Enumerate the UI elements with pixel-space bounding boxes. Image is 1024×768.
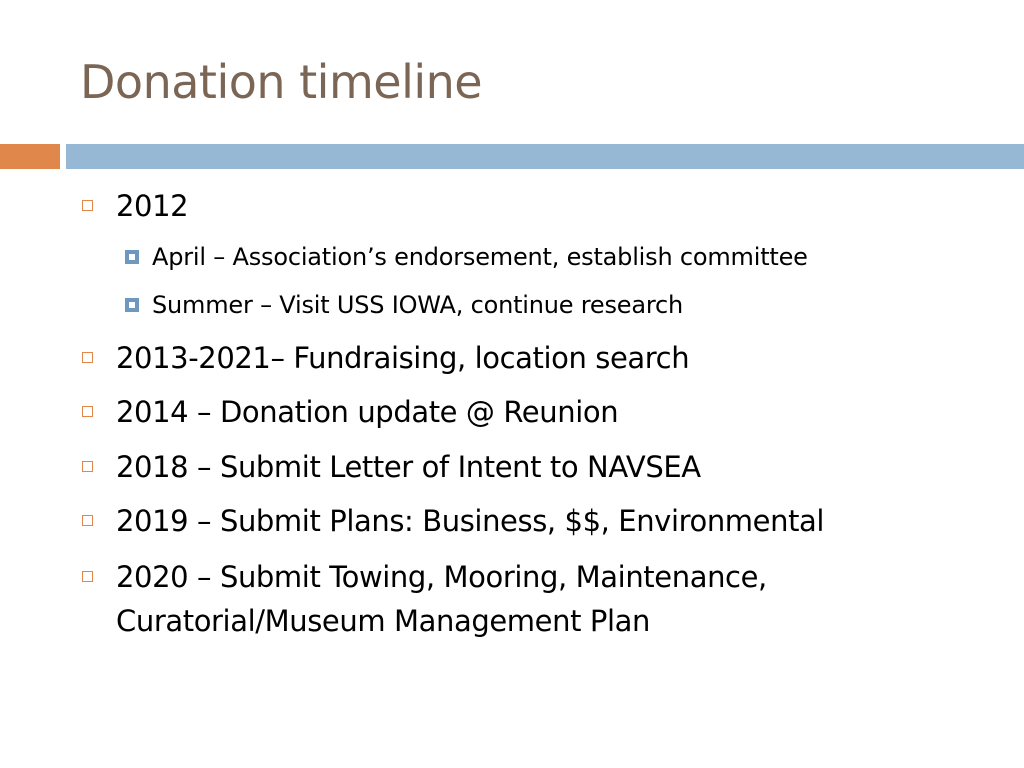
framed-square-bullet-icon: [125, 250, 139, 264]
list-item-2013-2021: [116, 336, 689, 380]
sub-item-april: [152, 240, 808, 274]
list-item-text: 2012: [116, 189, 189, 223]
hollow-square-bullet-icon: [82, 571, 93, 582]
list-item-2020-continued: [116, 599, 650, 643]
list-item-2020: [116, 555, 767, 599]
sub-item-summer: [152, 288, 683, 322]
hollow-square-bullet-icon: [82, 352, 93, 363]
hollow-square-bullet-icon: [82, 200, 93, 211]
framed-square-bullet-icon: [125, 298, 139, 312]
list-item-2012: [116, 184, 188, 228]
list-item-text: 2020 – Submit Towing, Mooring, Maintenance,: [116, 560, 767, 594]
slide-title: Donation timeline: [80, 55, 483, 109]
sub-item-text: Summer – Visit USS IOWA, continue research: [152, 291, 684, 319]
list-item-text: 2014 – Donation update @ Reunion: [116, 395, 619, 429]
list-item-2018: [116, 445, 701, 489]
list-item-text: 2013-2021– Fundraising, location search: [116, 341, 690, 375]
list-item-text-continued: Curatorial/Museum Management Plan: [116, 604, 650, 638]
list-item-2019: [116, 499, 824, 543]
hollow-square-bullet-icon: [82, 461, 93, 472]
list-item-text: 2018 – Submit Letter of Intent to NAVSEA: [116, 450, 701, 484]
sub-item-text: April – Association’s endorsement, establish committee: [152, 243, 808, 271]
hollow-square-bullet-icon: [82, 515, 93, 526]
list-item-2014: [116, 390, 618, 434]
hollow-square-bullet-icon: [82, 406, 93, 417]
list-item-text: 2019 – Submit Plans: Business, $$, Environmental: [116, 504, 825, 538]
